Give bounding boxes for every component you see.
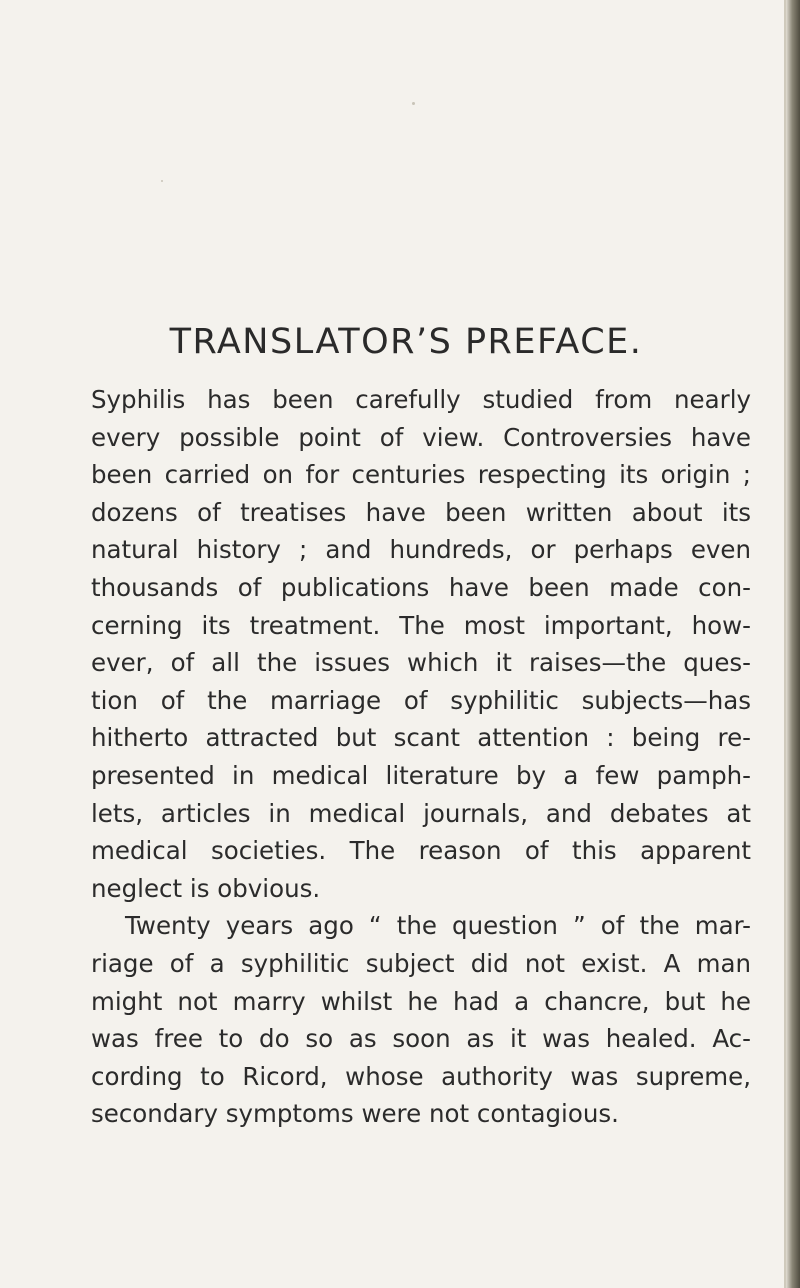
paragraph-start-line: Twenty years ago “ the question ” of the mar-: [125, 911, 751, 941]
preface-body: [91, 381, 751, 1133]
paper-speck: [412, 102, 415, 105]
text-line: lets, articles in medical journals, and debates at: [91, 798, 751, 828]
text-line: secondary symptoms were not contagious.: [91, 1099, 619, 1129]
text-line: neglect is obvious.: [91, 873, 321, 903]
text-line: tion of the marriage of syphilitic subjects—has: [91, 685, 751, 715]
text-line: Syphilis has been carefully studied from nearly: [91, 385, 751, 414]
text-line: was free to do so as soon as it was healed. Ac-: [91, 1024, 751, 1054]
text-line: ever, of all the issues which it raises—the ques-: [91, 648, 751, 678]
text-line: cording to Ricord, whose authority was supreme,: [91, 1061, 751, 1091]
text-line: presented in medical literature by a few pamph-: [91, 760, 751, 790]
page-title: TRANSLATOR’S PREFACE.: [169, 322, 643, 362]
text-line: thousands of publications have been made con-: [91, 572, 751, 602]
text-line: natural history ; and hundreds, or perhaps even: [91, 535, 751, 565]
text-line: hitherto attracted but scant attention : being re-: [91, 723, 751, 753]
text-line: every possible point of view. Controversies have: [91, 422, 751, 452]
text-line: might not marry whilst he had a chancre, but he: [91, 986, 751, 1016]
text-line: riage of a syphilitic subject did not exist. A man: [91, 948, 751, 978]
page-edge: [786, 0, 800, 1288]
text-line: cerning its treatment. The most important, how-: [91, 610, 751, 640]
text-line: been carried on for centuries respecting its origin ;: [91, 460, 751, 490]
text-line: medical societies. The reason of this apparent: [91, 836, 751, 866]
text-line: dozens of treatises have been written about its: [91, 497, 751, 527]
paper-speck: [161, 180, 163, 182]
